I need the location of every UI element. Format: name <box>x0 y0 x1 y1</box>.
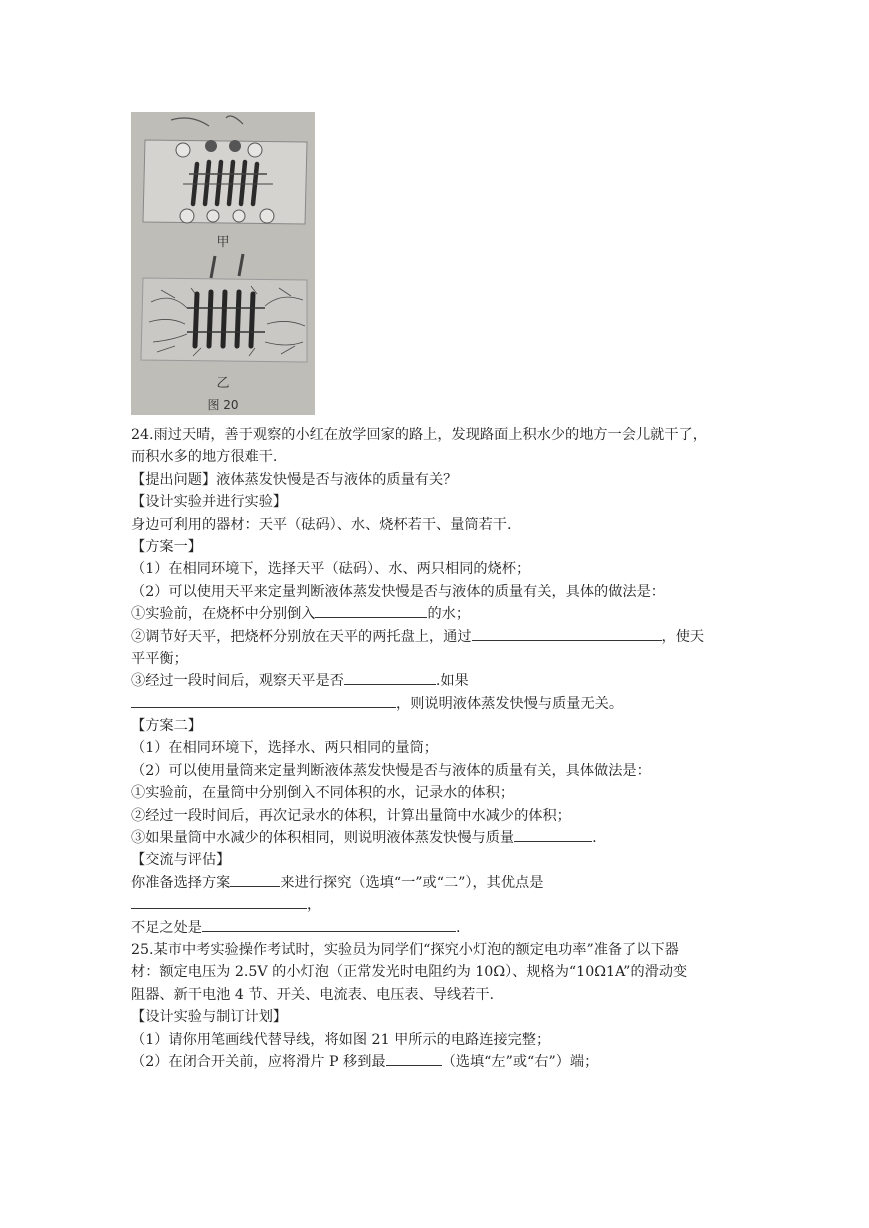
figure-caption: 图 20 <box>207 398 239 412</box>
answer-blank[interactable] <box>386 1051 442 1066</box>
q24-plan2-c <box>131 827 741 849</box>
answer-blank[interactable] <box>230 872 280 887</box>
q24-eval-2 <box>131 894 741 916</box>
answer-blank[interactable] <box>344 670 436 685</box>
q25-plan-heading: 【设计实验与制订计划】 <box>131 1009 288 1026</box>
q25-step2-text: （2）在闭合开关前，应将滑片 P 移到最 <box>131 1053 386 1070</box>
answer-blank[interactable] <box>202 917 456 932</box>
q24-plan1-b <box>131 626 741 648</box>
q24-design-heading: 【设计实验并进行实验】 <box>131 494 288 511</box>
q25-step1: （1）请你用笔画线代替导线，将如图 21 甲所示的电路连接完整； <box>131 1031 551 1048</box>
q24-eval-3-end: . <box>455 919 461 936</box>
q25-intro-line1: 25.某市中考实验操作考试时，实验员为同学们“探究小灯泡的额定电功率”准备了以下器 <box>131 941 679 958</box>
q24-plan2-heading: 【方案二】 <box>131 718 202 735</box>
q24-plan1-c <box>131 670 741 692</box>
q24-plan1-b-text: ②调节好天平，把烧杯分别放在天平的两托盘上，通过 <box>131 628 472 645</box>
q24-eval-1-text: 你准备选择方案 <box>131 874 231 891</box>
q24-equipment: 身边可利用的器材：天平（砝码）、水、烧杯若干、量筒若干. <box>131 516 512 533</box>
q24-plan2-c-text: ③如果量筒中水减少的体积相同，则说明液体蒸发快慢与质量 <box>131 830 515 847</box>
answer-blank[interactable] <box>315 603 427 618</box>
q24-plan1-step1: （1）在相同环境下，选择天平（砝码）、水、两只相同的烧杯； <box>131 561 531 578</box>
q25-intro-line2: 材：额定电压为 2.5V 的小灯泡（正常发光时电阻约为 10Ω）、规格为“10Ω1A”的滑动变 <box>131 964 688 981</box>
figure-label-yi: 乙 <box>216 376 230 391</box>
q24-plan2-b: ②经过一段时间后，再次记录水的体积，计算出量筒中水减少的体积； <box>131 807 571 824</box>
q24-plan1-c2 <box>131 693 741 715</box>
q24-plan1-a <box>131 603 741 625</box>
q24-plan2-step2: （2）可以使用量筒来定量判断液体蒸发快慢是否与液体的质量有关，具体做法是： <box>131 762 651 779</box>
answer-blank[interactable] <box>514 827 592 842</box>
q24-plan1-a-end: 的水； <box>427 606 471 623</box>
answer-blank[interactable] <box>131 693 396 708</box>
q24-plan1-b-end: ，使天 <box>661 628 705 645</box>
answer-blank[interactable] <box>472 626 662 641</box>
q24-eval-1 <box>131 872 741 894</box>
q24-plan1-c-end: .如果 <box>435 673 469 690</box>
q24-intro-line2: 而积水多的地方很难干. <box>131 449 278 466</box>
q24-eval-1-end: 来进行探究（选填“一”或“二”），其优点是 <box>280 874 544 891</box>
q24-plan2-c-end: . <box>592 830 597 847</box>
q24-eval-heading: 【交流与评估】 <box>131 852 231 869</box>
q24-eval-2-end: ， <box>307 897 322 914</box>
q25-step2-end: （选填“左”或“右”）端； <box>441 1053 599 1070</box>
answer-blank[interactable] <box>131 894 307 909</box>
q24-eval-3-text: 不足之处是 <box>131 919 202 936</box>
q24-plan1-a-text: ①实验前，在烧杯中分别倒入 <box>131 606 316 623</box>
q24-plan1-b-cont: 平平衡； <box>131 650 188 667</box>
electromagnet-figure <box>131 112 315 415</box>
q24-eval-3 <box>131 917 741 939</box>
q24-question: 【提出问题】液体蒸发快慢是否与液体的质量有关？ <box>131 471 458 488</box>
document-body <box>131 424 741 1073</box>
figure-drawing <box>131 112 315 415</box>
q24-plan2-a: ①实验前，在量筒中分别倒入不同体积的水，记录水的体积； <box>131 785 515 802</box>
q24-plan1-c2-text: ，则说明液体蒸发快慢与质量无关。 <box>396 695 624 712</box>
figure-label-jia: 甲 <box>216 235 230 250</box>
q24-plan1-step2: （2）可以使用天平来定量判断液体蒸发快慢是否与液体的质量有关，具体的做法是： <box>131 583 665 600</box>
q25-intro-line3: 阻器、新干电池 4 节、开关、电流表、电压表、导线若干. <box>131 986 495 1003</box>
q24-plan1-heading: 【方案一】 <box>131 538 202 555</box>
q24-intro-line1: 24.雨过天晴，善于观察的小红在放学回家的路上，发现路面上积水少的地方一会儿就干了， <box>131 427 707 443</box>
q24-plan1-c-text: ③经过一段时间后，观察天平是否 <box>131 673 344 690</box>
q24-plan2-step1: （1）在相同环境下，选择水、两只相同的量筒； <box>131 740 438 757</box>
q25-step2 <box>131 1051 741 1073</box>
